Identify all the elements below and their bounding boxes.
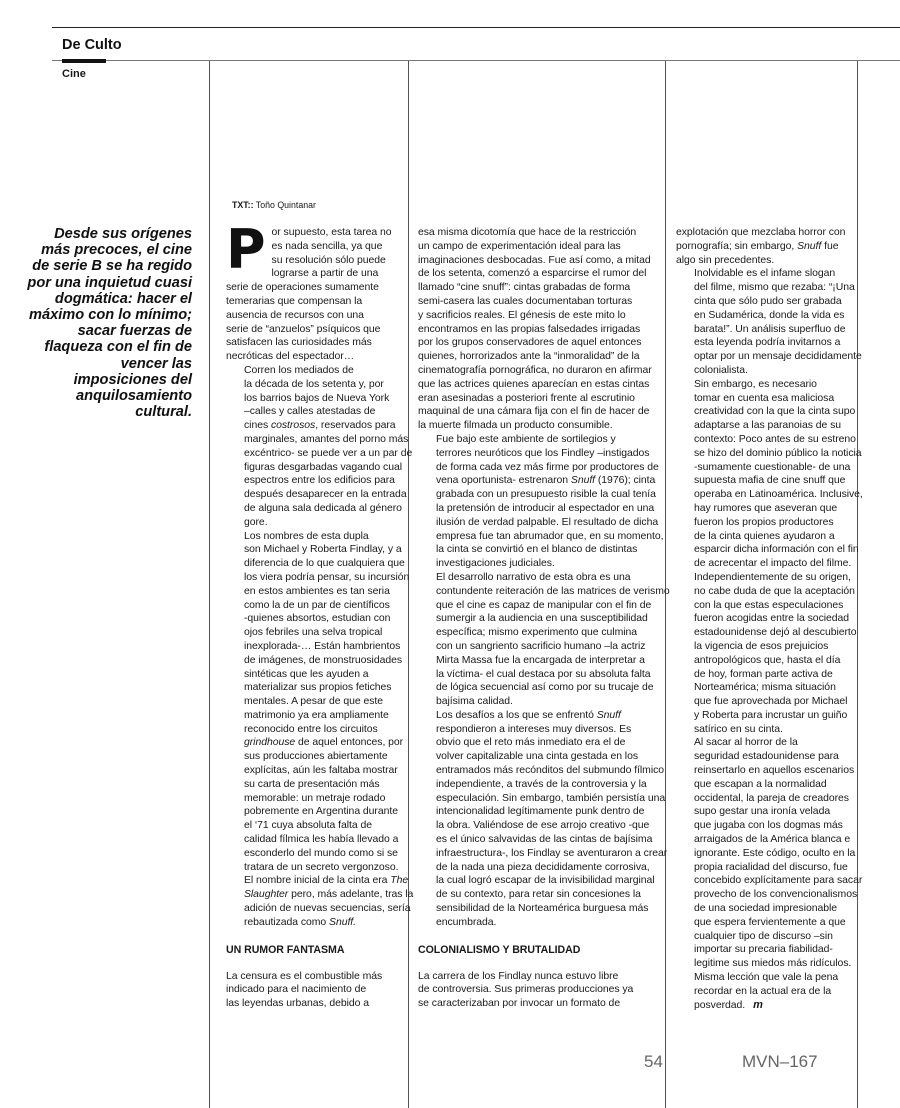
text-line: Al sacar al horror de la [694, 737, 798, 749]
text-line: sus producciones abiertamente [244, 751, 388, 763]
text-line: la vigencia de esos prejuicios [694, 640, 829, 652]
text-line: con un sangriento sacrificio humano –la actriz [436, 640, 646, 652]
text-line: es nada sencilla, ya que [271, 240, 383, 252]
text-line: hay rumores que aseveran que [694, 502, 838, 514]
text-line: maquinal de una cámara fija con el fin de hacer de [418, 406, 650, 418]
text-line: concebido explícitamente para sacar [694, 875, 863, 887]
text-line: espectros entre los edificios para [244, 475, 395, 487]
text-line: El desarrollo narrativo de esta obra es una [436, 571, 631, 583]
text-line: los viera podría pensar, su incursión [244, 571, 410, 583]
text-line: lograrse a partir de una [271, 268, 379, 280]
text-line: en Sudamérica, donde la vida es [694, 309, 845, 321]
section-marker-bar [62, 59, 106, 63]
text-line: después desaparecer en la entrada [244, 489, 407, 501]
text-line: indicado para el nacimiento de [226, 984, 367, 996]
column1-paragraph-4 [226, 970, 396, 1011]
credit-label: TXT:: [232, 200, 254, 210]
text-line: adaptarse a las paranoias de su [694, 420, 841, 432]
text-line: figuras desgarbadas vagando cual [244, 461, 402, 473]
text-line: supo gestar una ironía velada [694, 806, 831, 818]
text-line: Los nombres de esta dupla [244, 530, 369, 542]
text-line: seguridad estadounidense para [694, 751, 839, 763]
text-line: contundente reiteración de las matrices de verismo [436, 585, 670, 597]
text-line: propia racialidad del discurso, fue [694, 861, 848, 873]
subheading-rumor-fantasma: UN RUMOR FANTASMA [226, 943, 345, 956]
column2-paragraph-2: Fue bajo este ambiente de sortilegios y terrores neuróticos que los Findley –instigados de forma cada vez más firme por productores de vena oportunista- estrenaron Snuff (1976); cinta grabada con un presupuesto risible la cual tenía la pretensión de introducir al espectador en una ilusión de verdad palpable. El resultado de dicha empresa fue tan abrumador que, en su momento, la cinta se convirtió en el blanco de distintas investigaciones judiciales. [418, 433, 658, 571]
column3-paragraph-4: Al sacar al horror de la seguridad estadounidense para reinsertarlo en aquellos escenarios que escapan a la normalidad occidental, la pareja de creadores supo gestar una ironía velada que jugaba con los dogmas más arraigados de la América blanca e ignorante. Este código, oculto en la propia racialidad del discurso, fue concebido explícitamente para sacar provecho de los convencionalismos de una sociedad impresionable que espera fervientemente a que cualquier tipo de discurso –sin importar su precaria fiabilidad- legitime sus miedos más ridículos. Misma lección que vale la pena recordar en la actual era de la posverdad. m [676, 736, 852, 1012]
text-line: de controversia. Sus primeras producciones ya [418, 984, 634, 996]
text-line: reconocido entre los circuitos [244, 723, 378, 735]
text-line: Inolvidable es el infame slogan [694, 268, 836, 280]
article-column-2 [418, 226, 670, 1011]
text-line: temerarias que compensan la [226, 295, 363, 307]
text-line: llamado “cine snuff”: cintas grabadas de forma [418, 282, 631, 294]
text-line: explotación que mezclaba horror con [676, 227, 846, 238]
text-line: un campo de experimentación ideal para las [418, 240, 621, 252]
text-line: importar su precaria fiabilidad- [694, 944, 833, 956]
text-line: pobremente en Argentina durante [244, 806, 398, 818]
text-line: investigaciones judiciales. [436, 558, 555, 570]
end-mark-icon: m [753, 998, 762, 1011]
page-number: 54 [644, 1052, 663, 1071]
text-line: la década de los setenta y, por [244, 378, 384, 390]
text-line: marginales, amantes del porno más [244, 433, 409, 445]
text-line: como la de un par de científicos [244, 599, 390, 611]
article-column-3 [676, 226, 863, 1012]
text-line: or supuesto, esta tarea no [271, 227, 392, 238]
text-line: sumergir a la audiencia en una susceptibilidad [436, 613, 648, 625]
text-line: supuesta mafia de cine snuff que [694, 475, 846, 487]
text-line: especulación. Sin embargo, también persistía una [436, 792, 666, 804]
text-line: que jugaba con los dogmas más [694, 820, 843, 832]
column2-paragraph-4: Los desafíos a los que se enfrentó Snuff respondieron a intereses muy diversos. Es obvio que el reto más inmediato era el de volver capitalizable una cinta gestada en los entramados más recónditos del submundo fílmico independiente, a través de la controversia y la especulación. Sin embargo, también persistía una intencionalidad legítimamente punk dentro de la obra. Valiéndose de ese arrojo creativo -que es el único salvavidas de las cintas de bajísima infraestructura-, los Findlay se aventuraron a crear de la nada una pieza decididamente corrosiva, la cual logró escapar de la invisibilidad marginal de su contexto, para retar sin concesiones la sensibilidad de la Norteamérica burguesa más encumbrada. [418, 709, 658, 930]
text-line: que el cine es capaz de manipular con el fin de [436, 599, 652, 611]
text-line: de acrecentar el impacto del filme. [694, 558, 852, 570]
text-line: ignorante. Este código, oculto en la [694, 847, 856, 859]
text-line: contexto: Poco antes de su estreno [694, 433, 856, 445]
text-line: esta leyenda podría invitarnos a [694, 337, 841, 349]
text-line: el ‘71 cuya absoluta falta de [244, 820, 372, 832]
text-line: arraigados de la América blanca e [694, 834, 851, 846]
text-line: empresa fue tan abrumador que, en su momento, [436, 530, 664, 542]
text-line: es el único salvavidas de las cintas de bajísima [436, 834, 653, 846]
text-line: cinematografía pornográfica, no duraron en afirmar [418, 364, 652, 376]
text-line: calidad fílmica les había llevado a [244, 834, 399, 846]
column2-paragraph-1 [418, 226, 658, 433]
text-line: su resolución sólo puede [271, 254, 386, 266]
column1-paragraph-3: Los nombres de esta dupla son Michael y Roberta Findlay, y a diferencia de lo que cualquiera que los viera podría pensar, su incursión en estos ambientes es tan seria como la de un par de científicos -quienes absortos, estudian con ojos febriles una selva tropical inexplorada-… Están hambrientos de imágenes, de monstruosidades sintéticas que les ayuden a materializar sus propios fetiches mentales. A pesar de que este matrimonio ya era ampliamente reconocido entre los circuitos grindhouse de aquel entonces, por sus producciones abiertamente explícitas, aún les faltaba mostrar su carta de presentación más memorable: un metraje rodado pobremente en Argentina durante el ‘71 cuya absoluta falta de calidad fílmica les había llevado a esconderlo del mundo como si se tratara de un secreto vergonzoso. El nombre inicial de la cinta era The Slaughter pero, más adelante, tras la adición de nuevas secuencias, sería rebautizada como Snuff. [226, 530, 396, 930]
text-line: –calles y calles atestadas de [244, 406, 376, 418]
text-line: Norteamérica; misma situación [694, 682, 836, 694]
text-line: de una sociedad impresionable [694, 903, 838, 915]
text-line: respondieron a intereses muy diversos. Es [436, 723, 632, 735]
article-column-1 [226, 218, 414, 1011]
text-line: cualquier tipo de discurso –sin [694, 930, 833, 942]
text-line: las leyendas urbanas, debido a [226, 998, 369, 1010]
column1-paragraph-2: Corren los mediados de la década de los setenta y, por los barrios bajos de Nueva York –calles y calles atestadas de cines costrosos, reservados para marginales, amantes del porno más excéntrico- se puede ver a un par de figuras desgarbadas vagando cual espectros entre los edificios para después desaparecer en la entrada de alguna sala dedicada al género gore. [226, 364, 396, 530]
text-line: esparcir dicha información con el fin [694, 544, 859, 556]
text-line: intencionalidad legítimamente punk dentro de [436, 806, 645, 818]
text-line: colonialista. [694, 364, 748, 376]
text-line: con la que estas especulaciones [694, 599, 844, 611]
text-line: encumbrada. [436, 916, 497, 928]
text-line: explícitas, aún les faltaba mostrar [244, 765, 398, 777]
text-line: la víctima- el cual destaca por su absoluta falta [436, 668, 651, 680]
text-line: terrores neuróticos que los Findley –instigados [436, 447, 650, 459]
top-rule [52, 27, 900, 28]
text-line: la pretensión de introducir al espectador en una [436, 502, 655, 514]
text-line: de forma cada vez más firme por productores de [436, 461, 659, 473]
text-line: occidental, la pareja de creadores [694, 792, 849, 804]
text-line: Independientemente de su origen, [694, 571, 851, 583]
text-line: específica; mismo experimento que culmina [436, 627, 637, 639]
text-line: de la cinta quienes ayudaron a [694, 530, 835, 542]
text-line: y sacrificios reales. El génesis de este mito lo [418, 309, 626, 321]
author-credit [232, 200, 316, 210]
text-line: eran asesinadas a posteriori frente al escrutinio [418, 392, 635, 404]
text-line: optar por un mensaje decididamente [694, 351, 862, 363]
text-line: satisfacen las curiosidades más [226, 337, 372, 349]
text-line: los barrios bajos de Nueva York [244, 392, 390, 404]
text-line: La carrera de los Findlay nunca estuvo libre [418, 970, 619, 982]
text-line: por los grupos conservadores de aquel entonces [418, 337, 642, 349]
text-line: tomar en cuenta esa maliciosa [694, 392, 835, 404]
text-line: mentales. A pesar de que este [244, 696, 383, 708]
text-line: de los setenta, comenzó a esparcirse el rumor del [418, 268, 647, 280]
text-line: bajísima calidad. [436, 696, 513, 708]
text-line: Misma lección que vale la pena [694, 972, 839, 984]
column1-paragraph-1 [226, 218, 396, 364]
column3-paragraph-3 [676, 378, 863, 737]
text-line: esconderlo del mundo como si se [244, 847, 398, 859]
text-line: se hizo del dominio público la noticia [694, 447, 862, 459]
text-line: volver capitalizable una cinta gestada en los [436, 751, 638, 763]
text-line: Sin embargo, es necesario [694, 378, 817, 390]
text-line: infraestructura-, los Findlay se aventuraron a crear [436, 847, 668, 859]
text-line: recordar en la actual era de la [694, 985, 832, 997]
text-line: tratara de un secreto vergonzoso. [244, 861, 399, 873]
text-line: inexplorada-… Están hambrientos [244, 640, 401, 652]
text-line: estadounidense dejó al descubierto [694, 627, 857, 639]
text-line: del filme, mismo que rezaba: “¡Una [694, 282, 855, 294]
column-rule-1 [209, 61, 210, 1108]
text-line: que espera fervientemente a que [694, 916, 846, 928]
text-line: quienes, horrorizados ante la “inmoralidad” de la [418, 351, 640, 363]
text-line: legitime sus miedos más ridículos. [694, 958, 852, 970]
column3-paragraph-1: explotación que mezclaba horror con pornografía; sin embargo, Snuff fue algo sin precedentes. [676, 226, 852, 267]
text-line: que las actrices quienes aparecían en estas cintas [418, 378, 650, 390]
text-line: ojos febriles una selva tropical [244, 627, 383, 639]
text-line: matrimonio ya era ampliamente [244, 709, 389, 721]
header-rule [52, 60, 900, 61]
text-line: no cabe duda de que la aceptación [694, 585, 855, 597]
text-line: materializar sus propios fetiches [244, 682, 392, 694]
text-line: la muerte filmada un producto consumible. [418, 420, 613, 432]
text-line: sensibilidad de la Norteamérica burguesa más [436, 903, 649, 915]
text-line: y Roberta para incrustar un guiño [694, 709, 848, 721]
text-line: la obra. Valiéndose de ese arrojo creativo -que [436, 820, 650, 832]
drop-cap: P [226, 218, 266, 281]
column2-paragraph-3 [418, 571, 670, 709]
text-line: creatividad con la que la cinta supo [694, 406, 856, 418]
text-line: excéntrico- se puede ver a un par de [244, 447, 413, 459]
text-line: de alguna sala dedicada al género [244, 502, 402, 514]
text-line: serie de “anzuelos” psíquicos que [226, 323, 381, 335]
pull-quote: Desde sus orígenes más precoces, el cine de serie B se ha regido por una inquietud cuasi dogmática: hacer el máximo con lo mínimo; sacar fuerzas de flaqueza con el fin de vencer las imposiciones del anquilosamiento cultural. [27, 226, 192, 421]
text-line: semi-casera las cuales documentaban torturas [418, 295, 633, 307]
text-line: Mirta Massa fue la encargada de interpretar a [436, 654, 645, 666]
column3-paragraph-2 [676, 267, 862, 377]
text-line: -quienes absortos, estudian con [244, 613, 391, 625]
text-line: que fue aprovechada por Michael [694, 696, 848, 708]
text-line: gore. [244, 516, 268, 528]
text-line: provecho de los convencionalismos [694, 889, 858, 901]
text-line: serie de operaciones sumamente [226, 282, 379, 294]
text-line: imaginaciones desbocadas. Fue así como, a mitad [418, 254, 651, 266]
text-line: ausencia de recursos con una [226, 309, 364, 321]
text-line: Corren los mediados de [244, 364, 354, 376]
text-line: fueron acogidas entre la sociedad [694, 613, 850, 625]
text-line: la cinta se convirtió en el blanco de distintas [436, 544, 638, 556]
text-line: en estos ambientes es tan seria [244, 585, 390, 597]
text-line: cinta que sólo pudo ser grabada [694, 295, 842, 307]
text-line: independiente, a través de la controversia y la [436, 778, 647, 790]
text-line: su carta de presentación más [244, 778, 380, 790]
text-line: de su contexto, para retar sin concesiones la [436, 889, 641, 901]
text-line: diferencia de lo que cualquiera que [244, 558, 405, 570]
subsection-title: Cine [62, 68, 86, 80]
text-line: que escapan a la normalidad [694, 778, 827, 790]
text-line: encontramos en las propias falsedades irrigadas [418, 323, 641, 335]
section-title: De Culto [62, 37, 122, 53]
text-line: satírico en su cinta. [694, 723, 783, 735]
text-line: de la nada una pieza decididamente corrosiva, [436, 861, 650, 873]
text-line: antropológicos que, hasta el día [694, 654, 841, 666]
text-line: ilusión de verdad palpable. El resultado de dicha [436, 516, 659, 528]
text-line: barata!”. Un análisis superfluo de [694, 323, 846, 335]
issue-number: MVN–167 [742, 1052, 818, 1071]
column2-paragraph-5 [418, 970, 658, 1011]
text-line: adición de nuevas secuencias, sería [244, 903, 411, 915]
credit-author: Toño Quintanar [255, 200, 316, 210]
column-rule-4 [857, 61, 858, 1108]
text-line: la cual logró escapar de la invisibilidad marginal [436, 875, 655, 887]
text-line: necróticas del espectador… [226, 351, 355, 363]
text-line: de hoy, forman parte activa de [694, 668, 833, 680]
text-line: entramados más recónditos del submundo fílmico [436, 765, 665, 777]
subheading-colonialismo: COLONIALISMO Y BRUTALIDAD [418, 943, 581, 956]
text-line: memorable: un metraje rodado [244, 792, 386, 804]
text-line: obvio que el reto más inmediato era el de [436, 737, 626, 749]
text-line: grabada con un presupuesto risible la cual tenía [436, 489, 656, 501]
text-line: se caracterizaban por invocar un formato de [418, 998, 621, 1010]
text-line: esa misma dicotomía que hace de la restricción [418, 227, 637, 238]
text-line: -sumamente cuestionable- de una [694, 461, 851, 473]
text-line: fueron los propios productores [694, 516, 834, 528]
text-line: reinsertarlo en aquellos escenarios [694, 765, 855, 777]
text-line: son Michael y Roberta Findlay, y a [244, 544, 402, 556]
text-line: sintéticas que les ayuden a [244, 668, 369, 680]
text-line: Fue bajo este ambiente de sortilegios y [436, 433, 616, 445]
text-line: de imágenes, de monstruosidades [244, 654, 403, 666]
text-line: algo sin precedentes. [676, 254, 775, 266]
text-line: de lógica secuencial así como por su trucaje de [436, 682, 654, 694]
text-line: operaba en Latinoamérica. Inclusive, [694, 489, 863, 501]
text-line: La censura es el combustible más [226, 970, 383, 982]
